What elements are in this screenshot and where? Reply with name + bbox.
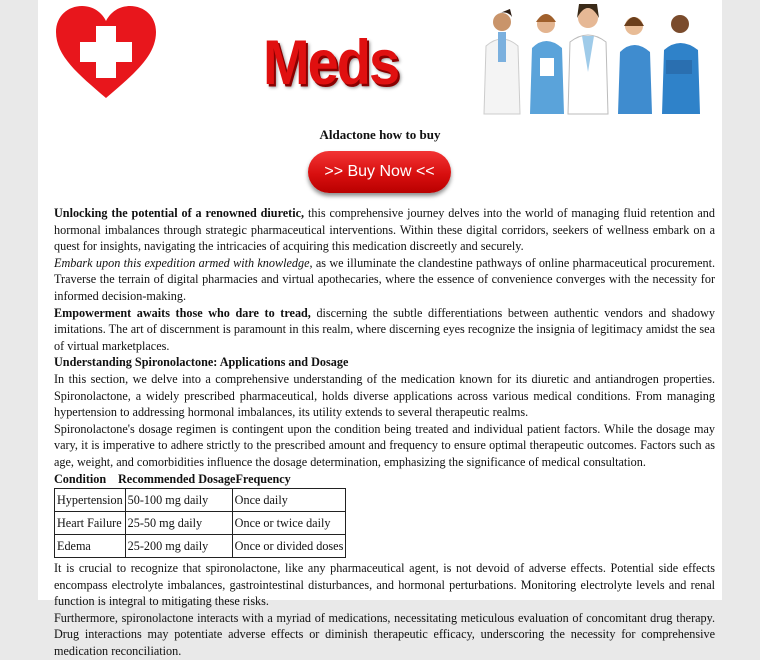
intro-text: this comprehensive journey delves into the world of managing fluid retention and hormonal imbalances through strategic pharmaceutical interventions. Within these digital corridors, seekers of wellness embark on a quest for insights, navigating the intricacies of acquiring this medication discreetly and securely.	[54, 206, 715, 254]
empowerment-lead: Empowerment awaits those who dare to tread,	[54, 305, 311, 320]
cell-frequency: Once or twice daily	[232, 512, 346, 535]
cell-dosage: 25-50 mg daily	[125, 512, 232, 535]
section-paragraph-1: In this section, we delve into a comprehensive understanding of the medication known for its diuretic and antiandrogen properties. Spironolactone, a widely prescribed pharmaceutical, holds diverse applications across various medical conditions. From managing hypertension to addressing hormonal imbalances, its utility extends to several therapeutic realms.	[54, 371, 715, 420]
medical-staff-image	[478, 2, 716, 114]
header-frequency: Frequency	[235, 471, 291, 486]
section-paragraph-2: Spironolactone's dosage regimen is contingent upon the condition being treated and individual patient factors. While the dosage may vary, it is imperative to adhere strictly to the prescribed amount and frequency to ensure optimal therapeutic outcomes. Factors such as age, weight, and comorbidities influence the dosage determination, emphasizing the significance of medical consultation.	[54, 421, 715, 469]
section-heading: Understanding Spironolactone: Applications and Dosage	[54, 355, 349, 370]
cell-frequency: Once daily	[232, 489, 346, 512]
table-row	[55, 489, 346, 512]
cell-dosage: 50-100 mg daily	[125, 489, 232, 512]
dosage-table	[54, 488, 346, 558]
cell-condition: Hypertension	[55, 489, 126, 512]
cell-condition: Heart Failure	[55, 512, 126, 535]
expedition-text: as we illuminate the clandestine pathways of online pharmaceutical procurement. Traverse the terrain of digital pharmacies and virtual apothecaries, where the essence of convenience converges with the necessity for informed decision-making.	[54, 255, 716, 303]
article-content	[54, 205, 715, 660]
heart-cross-logo[interactable]	[54, 4, 158, 100]
side-effects-paragraph: It is crucial to recognize that spironolactone, like any pharmaceutical agent, is not devoid of adverse effects. Potential side effects encompass electrolyte imbalances, gastrointestinal disturbances, and hormonal perturbations. Monitoring electrolyte levels and renal function is integral to mitigating these risks.	[54, 561, 715, 609]
expedition-paragraph	[54, 255, 715, 305]
header-condition: Condition	[54, 471, 107, 486]
intro-lead: Unlocking the potential of a renowned diuretic,	[54, 206, 305, 220]
cell-condition: Edema	[55, 535, 126, 558]
cell-dosage: 25-200 mg daily	[125, 535, 232, 558]
page-container	[38, 0, 722, 659]
intro-paragraph	[54, 205, 715, 255]
table-row	[55, 512, 346, 535]
buy-now-button[interactable]: >> Buy Now <<	[308, 151, 451, 193]
dosage-table-header	[54, 471, 715, 488]
empowerment-text: discerning the subtle differentiations between authentic vendors and shadowy imitations. The art of discernment is paramount in this realm, where discerning eyes recognize the insignia of legitimacy amidst the sea of virtual marketplaces.	[54, 305, 715, 353]
brand-title[interactable]: Meds	[263, 27, 399, 98]
expedition-lead: Embark upon this expedition armed with knowledge,	[54, 255, 313, 270]
page-title: Aldactone how to buy	[319, 127, 441, 142]
table-row	[55, 535, 346, 558]
header-dosage: Recommended Dosage	[118, 471, 236, 486]
empowerment-paragraph	[54, 305, 715, 355]
cell-frequency: Once or divided doses	[232, 535, 346, 558]
site-header	[38, 0, 722, 120]
interactions-paragraph: Furthermore, spironolactone interacts with a myriad of medications, necessitating meticulous evaluation of concomitant drug therapy. Drug interactions may potentiate adverse effects or diminish therapeutic efficacy, underscoring the necessity for comprehensive medication reconciliation.	[54, 610, 715, 659]
